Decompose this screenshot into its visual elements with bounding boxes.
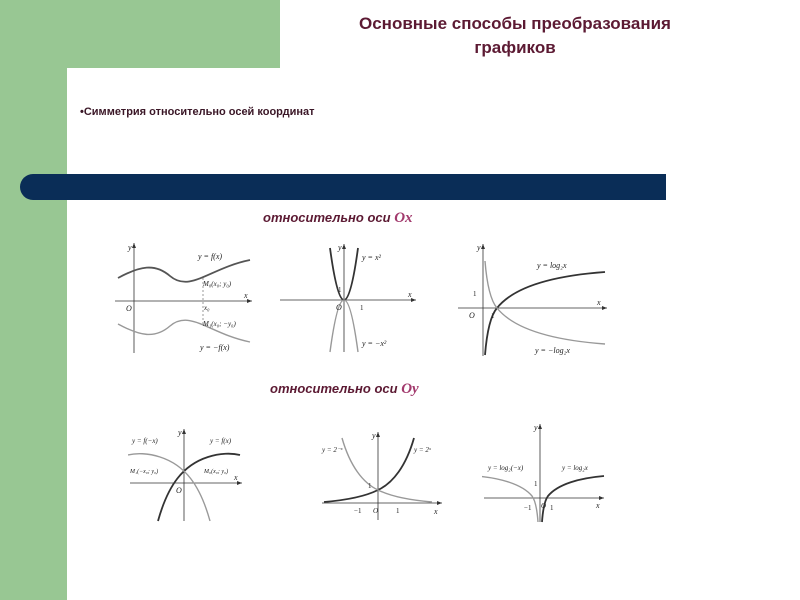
origin-label: O [176, 486, 182, 495]
tick-one-y: 1 [338, 286, 342, 294]
curve-f [118, 260, 250, 282]
origin-label: O [469, 311, 475, 320]
y-label: y [128, 243, 132, 252]
section-oy-prefix: относительно оси [270, 381, 402, 396]
graph-exp-reflect-oy [318, 428, 448, 523]
graph-f-reflect-oy [128, 425, 248, 525]
curve-f-neg-x [128, 454, 210, 521]
x0-label: x₀ [204, 304, 210, 312]
tick-one-x: 1 [360, 304, 364, 312]
point-m1-label: M₁(x₀; −y₀) [203, 320, 236, 328]
origin-label: O [126, 304, 132, 313]
x-label: x [596, 501, 600, 510]
tick-one-x: 1 [550, 504, 554, 512]
point-m0-label: M₀(x₀; y₀) [203, 280, 232, 288]
point-m1-label: M₁(−x₀; y₀) [130, 469, 159, 475]
left-green-panel [0, 0, 67, 600]
curve-log-label: y = log₂x [537, 261, 567, 270]
curve-2-neg-x-label: y = 2⁻ˣ [322, 446, 343, 454]
tick-one-x: 1 [396, 507, 400, 515]
y-label: y [477, 243, 481, 252]
curve-log [542, 476, 604, 522]
axis-arrows [538, 424, 604, 500]
curve-x-squared-label: y = x² [362, 253, 381, 262]
section-ox-symbol: Ox [394, 210, 413, 226]
curve-f-neg-x-label: y = f(−x) [132, 437, 158, 445]
axis-arrows [481, 244, 607, 310]
curve-log-neg-x [482, 476, 538, 522]
curve-f-label: y = f(x) [198, 252, 223, 261]
graph-parabola-reflect-ox [278, 240, 418, 355]
curve-2x-label: y = 2ˣ [414, 446, 431, 454]
section-oy-symbol: Oy [401, 381, 419, 397]
slide-title [300, 12, 730, 60]
x-label: x [244, 291, 248, 300]
tick-one-x: 1 [491, 312, 495, 320]
curve-neg-f-label: y = −f(x) [200, 343, 230, 352]
tick-one-y: 1 [534, 480, 538, 488]
x-label: x [234, 473, 238, 482]
tick-one-y: 1 [473, 290, 477, 298]
section-label-oy [270, 381, 419, 398]
x-label: x [434, 507, 438, 516]
title-line-2: графиков [474, 38, 556, 57]
x-label: x [408, 290, 412, 299]
origin-label: O [541, 502, 547, 510]
y-label: y [178, 428, 182, 437]
section-ox-prefix: относительно оси [263, 210, 395, 225]
curve-f-label: y = f(x) [210, 437, 232, 445]
y-label: y [338, 243, 342, 252]
tick-one-y: 1 [368, 482, 372, 490]
curve-neg-log-label: y = −log₂x [535, 346, 570, 355]
origin-label: O [336, 303, 342, 312]
origin-label: O [373, 507, 379, 515]
divider-bar [20, 174, 666, 200]
graph-f-reflect-ox [110, 238, 260, 358]
graph-log-reflect-ox [455, 240, 610, 360]
point-m0-label: M₀(x₀; y₀) [204, 469, 229, 475]
y-label: y [372, 431, 376, 440]
curve-f [158, 454, 240, 521]
top-green-panel [0, 0, 280, 68]
curve-log-neg-x-label: y = log₂(−x) [488, 464, 524, 472]
axis-arrows [132, 243, 252, 303]
title-line-1: Основные способы преобразования [359, 14, 671, 33]
graph-log-reflect-oy [482, 420, 607, 525]
x-label: x [597, 298, 601, 307]
y-label: y [534, 423, 538, 432]
bullet-text: •Симметрия относительно осей координат [80, 106, 315, 118]
tick-neg-one: −1 [354, 507, 362, 515]
section-label-ox [263, 210, 413, 227]
tick-neg-one: −1 [524, 504, 532, 512]
curve-log-label: y = log₂x [562, 464, 588, 472]
curve-neg-x-squared-label: y = −x² [362, 339, 387, 348]
